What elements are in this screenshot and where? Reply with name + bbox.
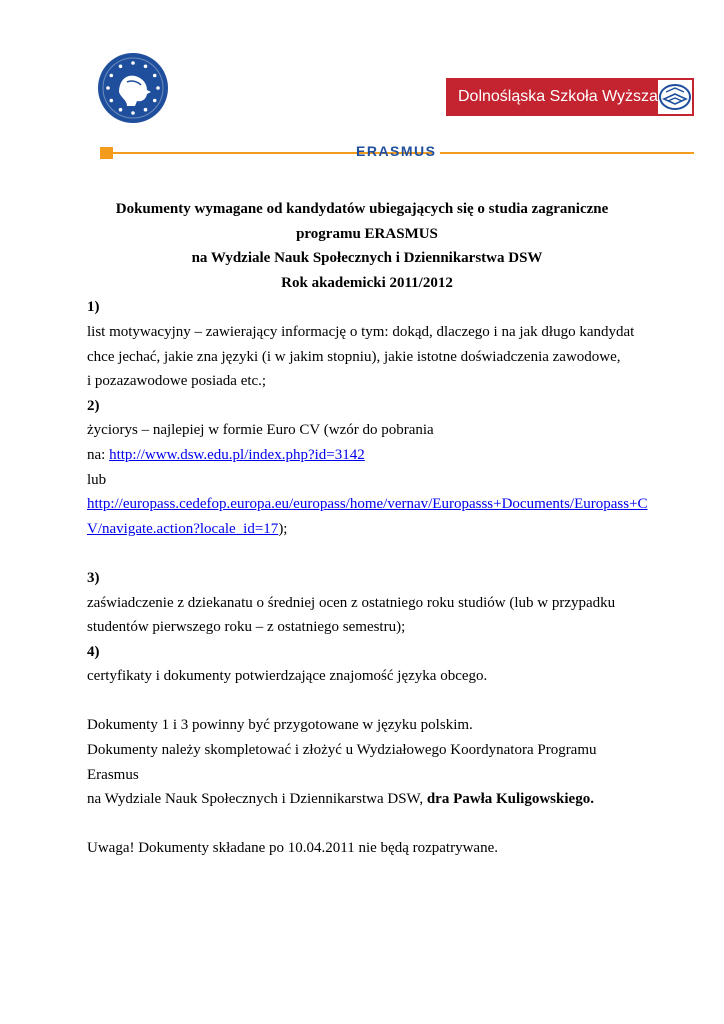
item-1-text: list motywacyjny – zawierający informację o tym: dokąd, dlaczego i na jak długo kandydat [87,323,635,340]
divider [440,152,694,154]
erasmus-header-bar [100,143,694,160]
submit-note [87,787,647,812]
dsw-logo [446,78,694,116]
item-2-link-line [87,492,647,517]
item-number-3: 3) [87,569,100,586]
dsw-cv-link[interactable]: http://www.dsw.edu.pl/index.php?id=3142 [109,446,365,463]
item-2-lub: lub [87,471,107,488]
item-2-text: życiorys – najlepiej w formie Euro CV (wzór do pobrania [87,422,434,439]
book-emblem-icon [658,80,692,114]
item-2-end: ); [278,520,288,537]
item-1-text: chce jechać, jakie zna języki (i w jakim stopniu), jakie istotne doświadczenia zawodowe, [87,348,621,365]
item-4-text: certyfikaty i dokumenty potwierdzające znajomość języka obcego. [87,668,488,685]
item-2-link-line [87,517,647,542]
coordinator-name: dra Pawła Kuligowskiego. [426,791,594,808]
europass-link-cont[interactable]: V/navigate.action?locale_id=17 [87,520,279,537]
dsw-name: Dolnośląska Szkoła Wyższa [448,80,658,114]
erasmus-label: ERASMUS [356,143,437,159]
eu-logo [97,52,169,124]
title-line-2: programu ERASMUS [296,225,438,242]
submit-note-text: na Wydziale Nauk Społecznych i Dziennikarstwa DSW, [87,791,427,808]
item-3-text: zaświadczenie z dziekanatu o średniej ocen z ostatniego roku studiów (lub w przypadku [87,594,616,611]
item-3-text: studentów pierwszego roku – z ostatniego semestru); [87,619,406,636]
document-body [87,197,647,861]
europass-link[interactable]: http://europass.cedefop.europa.eu/europass/home/vernav/Europasss+Documents/Europass+C [87,496,648,513]
item-number-1: 1) [87,299,100,316]
item-number-4: 4) [87,643,100,660]
item-1-text: i pozazawodowe posiada etc.; [87,373,267,390]
title-line-1: Dokumenty wymagane od kandydatów ubiegających się o studia zagraniczne [115,201,609,217]
submit-note: Dokumenty należy skompletować i złożyć u Wydziałowego Koordynatora Programu Erasmus [87,742,597,783]
orange-square-icon [100,147,113,159]
language-note: Dokumenty 1 i 3 powinny być przygotowane w języku polskim. [87,717,473,734]
item-number-2: 2) [87,397,100,414]
item-2-link-line [87,443,647,468]
eu-circle-icon [97,52,169,124]
title-line-4: Rok akademicki 2011/2012 [281,274,453,291]
warning-note: Uwaga! Dokumenty składane po 10.04.2011 nie będą rozpatrywane. [87,840,498,857]
item-2-na: na: [87,446,110,463]
title-line-3: na Wydziale Nauk Społecznych i Dziennikarstwa DSW [191,250,543,267]
